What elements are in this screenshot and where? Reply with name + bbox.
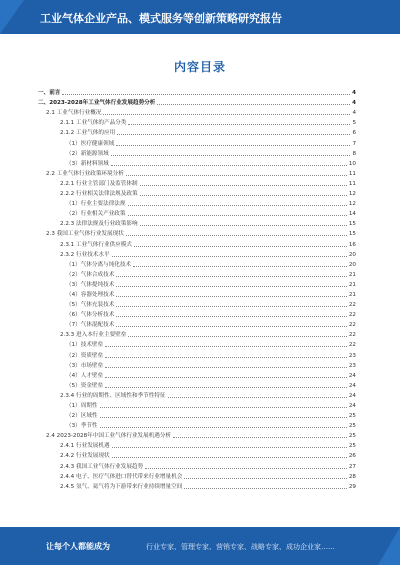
toc-leader-dots	[105, 377, 347, 378]
toc-entry-label: 2.4.2 行业发展现状	[60, 453, 110, 460]
toc-entry[interactable]	[38, 399, 356, 409]
toc-entry[interactable]	[38, 389, 356, 399]
toc-entry-label: 2.4.4 电子、医疗气体进口替代带来行业增量机会	[60, 473, 183, 480]
toc-entry-page: 25	[348, 433, 356, 440]
toc-entry-page: 22	[348, 322, 356, 329]
toc-leader-dots	[126, 235, 347, 236]
toc-entry[interactable]	[38, 227, 356, 237]
toc-entry[interactable]	[38, 126, 356, 136]
toc-leader-dots	[105, 387, 347, 388]
toc-leader-dots	[112, 457, 347, 458]
toc-entry-label: 2.3.2 行业技术水平	[60, 251, 110, 258]
toc-leader-dots	[145, 468, 347, 469]
toc-leader-dots	[116, 326, 347, 327]
toc-leader-dots	[105, 357, 347, 358]
toc-entry-page: 27	[348, 463, 356, 470]
toc-entry-label: 2.1 工业气体行业概况	[46, 110, 102, 117]
toc-heading: 内容目录	[173, 60, 226, 74]
toc-leader-dots	[100, 407, 347, 408]
toc-entry-label: （4）容器处理技术	[66, 291, 115, 298]
toc-entry-label: 2.4 2023-2028年中国工业气体行业发展机遇分析	[46, 433, 172, 440]
toc-leader-dots	[105, 367, 347, 368]
toc-entry-page: 24	[348, 382, 356, 389]
toc-entry-page: 12	[348, 201, 356, 208]
toc-entry-label: 2.2 工业气体行业政策环境分析	[46, 170, 124, 177]
toc-leader-dots	[116, 306, 347, 307]
toc-entry-page: 25	[348, 423, 356, 430]
toc-entry-label: 一、前言	[38, 90, 61, 97]
toc-leader-dots	[116, 296, 347, 297]
footer-tagline: 行业专家、管理专家、营销专家、战略专家、成功企业家……	[146, 543, 335, 551]
footer-accent	[378, 527, 400, 565]
toc-entry[interactable]	[38, 369, 356, 379]
toc-leader-dots	[157, 104, 350, 105]
toc-entry-page: 21	[348, 291, 356, 298]
toc-leader-dots	[168, 397, 347, 398]
toc-entry-page: 12	[348, 191, 356, 198]
toc-entry[interactable]	[38, 298, 356, 308]
table-of-contents	[38, 86, 356, 490]
toc-leader-dots	[116, 286, 347, 287]
toc-entry[interactable]	[38, 248, 356, 258]
toc-entry-label: 2.2.2 行业相关法律法规及政策	[60, 191, 138, 198]
toc-entry-page: 15	[348, 231, 356, 238]
toc-entry[interactable]	[38, 480, 356, 490]
toc-entry-label: （1）气体分离与纯化技术	[66, 261, 132, 268]
toc-entry[interactable]	[38, 318, 356, 328]
toc-entry[interactable]	[38, 429, 356, 439]
toc-entry-page: 11	[348, 180, 356, 187]
toc-entry[interactable]	[38, 136, 356, 146]
toc-entry-page: 14	[348, 211, 356, 218]
toc-entry-label: （4）人才壁垒	[66, 372, 104, 379]
toc-entry-page: 25	[348, 443, 356, 450]
toc-leader-dots	[111, 155, 351, 156]
toc-entry-label: （3）新材料领域	[66, 160, 109, 167]
toc-entry-label: （3）气体提纯技术	[66, 281, 115, 288]
toc-leader-dots	[116, 316, 347, 317]
toc-entry-label: 二、2023-2028年工业气体行业发展趋势分析	[38, 100, 156, 107]
toc-entry[interactable]	[38, 177, 356, 187]
toc-leader-dots	[116, 145, 350, 146]
toc-entry-page: 23	[348, 362, 356, 369]
toc-entry[interactable]	[38, 308, 356, 318]
toc-entry-label: 2.3.3 进入本行业主要壁垒	[60, 332, 127, 339]
toc-entry-label: （1）周期性	[66, 403, 98, 409]
toc-entry-label: 2.3.4 行业的周期性、区域性和季节性特征	[60, 392, 166, 399]
toc-entry-label: 2.2.1 行业主管部门及监管体制	[60, 180, 138, 187]
footer-slogan: 让每个人都能成为	[46, 542, 110, 551]
toc-entry-label: （5）资金壁垒	[66, 382, 104, 389]
toc-entry[interactable]	[38, 328, 356, 338]
toc-leader-dots	[128, 124, 350, 125]
toc-entry-page: 29	[348, 483, 356, 490]
toc-entry-page: 22	[348, 332, 356, 339]
toc-entry-label: （3）季节性	[66, 423, 98, 430]
toc-entry-page: 23	[348, 352, 356, 359]
toc-leader-dots	[112, 447, 347, 448]
toc-entry-page: 22	[348, 342, 356, 349]
toc-entry-page: 7	[352, 140, 356, 147]
header-accent	[0, 0, 24, 34]
toc-leader-dots	[140, 225, 347, 226]
toc-entry-page: 6	[352, 130, 356, 137]
page-header	[0, 0, 400, 34]
toc-entry-page: 24	[348, 372, 356, 379]
toc-entry[interactable]	[38, 96, 356, 106]
toc-entry-page: 4	[352, 90, 356, 97]
toc-entry-label: （1）医疗健康领域	[66, 140, 115, 147]
toc-entry-page: 5	[352, 120, 356, 127]
toc-entry-label: 2.4.5 氢气、氦气将为下游带来行业持续增量空间	[60, 483, 183, 490]
toc-entry-label: 2.2.3 法律法规及行业政策影响	[60, 221, 138, 228]
toc-entry-page: 16	[348, 241, 356, 248]
toc-entry-label: （7）气体混配技术	[66, 322, 115, 329]
toc-entry[interactable]	[38, 86, 356, 96]
toc-entry-label: 2.3.1 工业气体行业供应模式	[60, 241, 132, 248]
toc-entry[interactable]	[38, 278, 356, 288]
toc-entry-label: （2）行业相关产业政策	[66, 211, 126, 218]
toc-entry[interactable]	[38, 459, 356, 469]
toc-entry[interactable]	[38, 197, 356, 207]
toc-leader-dots	[117, 134, 350, 135]
toc-entry-page: 4	[352, 100, 356, 107]
toc-entry-page: 22	[348, 312, 356, 319]
toc-entry-label: （3）市场壁垒	[66, 362, 104, 369]
toc-entry-label: 2.1.1 工业气体的产品分类	[60, 120, 127, 127]
toc-entry[interactable]	[38, 409, 356, 419]
toc-entry[interactable]	[38, 348, 356, 358]
toc-leader-dots	[128, 205, 347, 206]
toc-entry[interactable]	[38, 359, 356, 369]
toc-entry-label: 2.3 我国工业气体行业发展现状	[46, 231, 124, 238]
toc-entry-page: 15	[348, 221, 356, 228]
toc-leader-dots	[100, 417, 347, 418]
toc-leader-dots	[112, 256, 347, 257]
toc-entry[interactable]	[38, 237, 356, 247]
toc-entry-label: （6）气体分析技术	[66, 312, 115, 319]
toc-leader-dots	[128, 215, 347, 216]
toc-entry[interactable]	[38, 288, 356, 298]
toc-entry[interactable]	[38, 207, 356, 217]
toc-entry-page: 22	[348, 302, 356, 309]
toc-entry-page: 4	[352, 110, 356, 117]
toc-entry-label: （1）技术壁垒	[66, 342, 104, 349]
toc-entry[interactable]	[38, 187, 356, 197]
toc-leader-dots	[100, 427, 347, 428]
toc-leader-dots	[140, 195, 347, 196]
toc-entry[interactable]	[38, 157, 356, 167]
toc-entry[interactable]	[38, 258, 356, 268]
toc-leader-dots	[126, 175, 347, 176]
toc-entry[interactable]	[38, 419, 356, 429]
toc-leader-dots	[105, 346, 347, 347]
toc-entry-label: （2）气体合成技术	[66, 271, 115, 278]
toc-entry-page: 20	[348, 261, 356, 268]
toc-entry-page: 20	[348, 251, 356, 258]
toc-entry[interactable]	[38, 116, 356, 126]
toc-leader-dots	[128, 336, 347, 337]
toc-leader-dots	[133, 266, 347, 267]
toc-entry-page: 11	[348, 170, 356, 177]
toc-leader-dots	[184, 488, 347, 489]
toc-entry[interactable]	[38, 338, 356, 348]
toc-leader-dots	[116, 276, 347, 277]
toc-entry-page: 28	[348, 473, 356, 480]
toc-entry[interactable]	[38, 379, 356, 389]
toc-entry-label: （1）行业主要法律法规	[66, 201, 126, 208]
toc-entry[interactable]	[38, 167, 356, 177]
toc-leader-dots	[140, 185, 347, 186]
toc-leader-dots	[62, 94, 350, 95]
toc-entry-label: 2.4.3 我国工业气体行业发展趋势	[60, 463, 144, 470]
toc-leader-dots	[103, 114, 350, 115]
toc-leader-dots	[134, 246, 347, 247]
toc-entry-page: 25	[348, 413, 356, 420]
report-title: 工业气体企业产品、模式服务等创新策略研究报告	[40, 12, 282, 25]
toc-entry-page: 21	[348, 281, 356, 288]
toc-leader-dots	[111, 165, 347, 166]
toc-entry-page: 24	[348, 403, 356, 409]
toc-entry-page: 10	[348, 160, 356, 167]
toc-entry-label: （5）气体充装技术	[66, 302, 115, 309]
toc-leader-dots	[184, 478, 347, 479]
toc-entry-label: 2.4.1 行业发展机遇	[60, 443, 110, 450]
toc-entry-page: 24	[348, 392, 356, 399]
toc-entry[interactable]	[38, 106, 356, 116]
toc-leader-dots	[173, 437, 347, 438]
toc-entry[interactable]	[38, 449, 356, 459]
toc-entry-page: 21	[348, 271, 356, 278]
toc-entry-page: 8	[352, 150, 356, 157]
page-footer	[0, 527, 400, 565]
toc-entry[interactable]	[38, 268, 356, 278]
toc-entry[interactable]	[38, 217, 356, 227]
toc-entry-label: （2）资质壁垒	[66, 352, 104, 359]
toc-entry-page: 26	[348, 453, 356, 460]
toc-entry-label: （2）区域性	[66, 413, 98, 420]
toc-entry[interactable]	[38, 147, 356, 157]
toc-entry[interactable]	[38, 470, 356, 480]
toc-entry-label: 2.1.2 工业气体的应用	[60, 130, 116, 137]
toc-entry[interactable]	[38, 439, 356, 449]
toc-entry-label: （2）新能源领域	[66, 150, 109, 157]
